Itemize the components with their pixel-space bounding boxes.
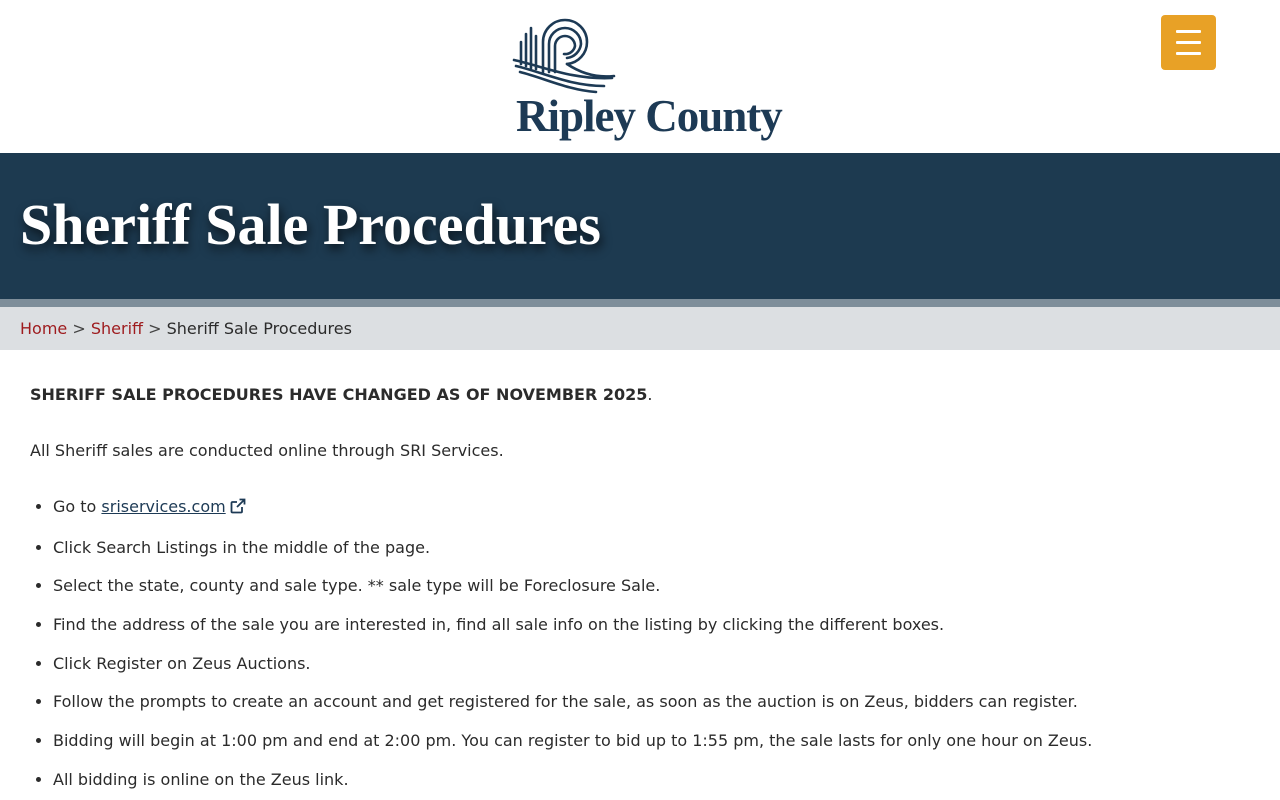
step-prefix: Go to: [53, 497, 102, 516]
hero-divider: [0, 299, 1280, 307]
menu-button[interactable]: [1161, 15, 1216, 70]
sriservices-link[interactable]: sriservices.com: [101, 497, 226, 516]
breadcrumb-sheriff-link[interactable]: Sheriff: [90, 319, 144, 338]
external-link-icon[interactable]: [230, 498, 246, 520]
site-header: [0, 0, 1280, 153]
breadcrumb: [0, 307, 1280, 350]
breadcrumb-current: Sheriff Sale Procedures: [166, 319, 352, 338]
notice-text: SHERIFF SALE PROCEDURES HAVE CHANGED AS OF NOVEMBER 2025: [30, 385, 648, 404]
procedure-steps-list: [30, 496, 1250, 791]
list-item: • Find the address of the sale you are interested in, find all sale info on the listing by clicking the different boxes.: [53, 614, 1250, 636]
breadcrumb-separator: >: [72, 319, 86, 338]
page-title: Sheriff Sale Procedures: [20, 192, 601, 257]
intro-paragraph: All Sheriff sales are conducted online through SRI Services.: [30, 441, 504, 460]
list-item: • Click Search Listings in the middle of the page.: [53, 537, 1250, 559]
list-item: • All bidding is online on the Zeus link.: [53, 769, 1250, 791]
list-item: • Follow the prompts to create an account and get registered for the sale, as soon as the auction is on Zeus, bidders can register.: [53, 691, 1250, 713]
page-hero: [0, 153, 1280, 299]
logo-text: Ripley County: [516, 91, 782, 141]
list-item: • Select the state, county and sale type. ** sale type will be Foreclosure Sale.: [53, 575, 1250, 597]
site-logo[interactable]: [512, 16, 782, 141]
list-item: • Click Register on Zeus Auctions.: [53, 653, 1250, 675]
breadcrumb-separator: >: [148, 319, 162, 338]
list-item: [53, 496, 1250, 520]
breadcrumb-home-link[interactable]: Home: [20, 319, 68, 338]
ripley-county-logo-mark: [512, 16, 622, 96]
main-content: [0, 350, 1280, 791]
notice-paragraph: [30, 384, 1250, 406]
list-item: • Bidding will begin at 1:00 pm and end at 2:00 pm. You can register to bid up to 1:55 pm, the sale lasts for only one hour on Zeus.: [53, 730, 1250, 752]
notice-period: .: [647, 385, 653, 404]
